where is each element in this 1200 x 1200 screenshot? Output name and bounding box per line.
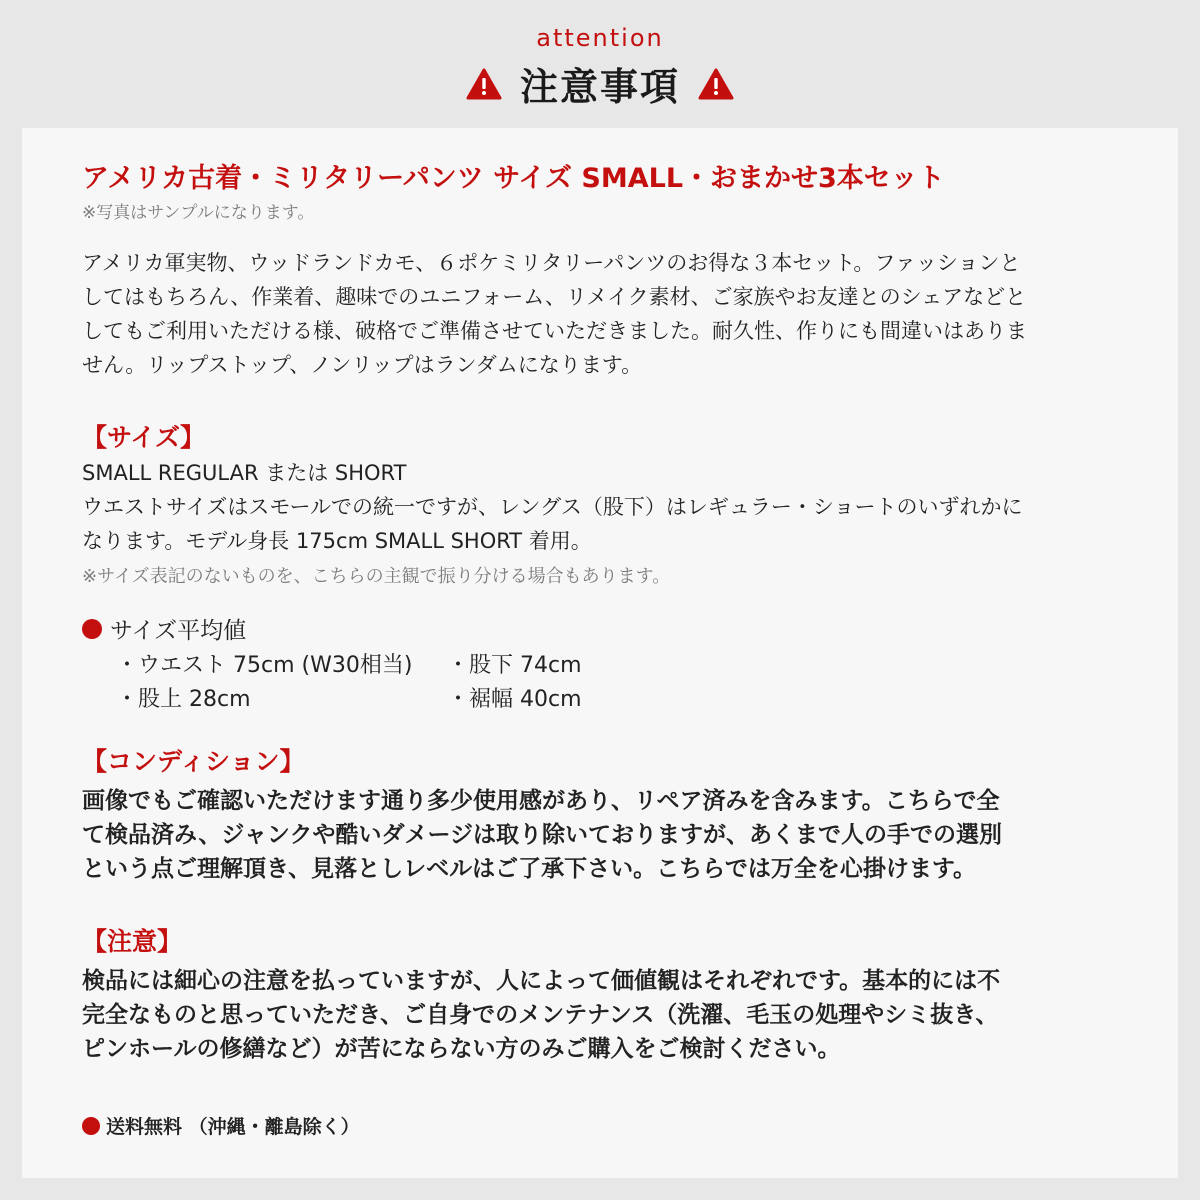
- condition-heading: 【コンディション】: [82, 747, 305, 776]
- product-description: [82, 246, 1027, 382]
- title-row: [0, 56, 1200, 111]
- condition-line: という点ご理解頂き、見落としレベルはご了承下さい。こちらでは万全を心掛けます。: [82, 856, 977, 882]
- size-heading: 【サイズ】: [82, 423, 206, 452]
- measurement-waist: ・ウエスト 75cm (W30相当): [116, 653, 413, 678]
- size-line: SMALL REGULAR または SHORT: [82, 461, 407, 485]
- caution-line: 検品には細心の注意を払っていますが、人によって価値観はそれぞれです。基本的には不: [82, 968, 1001, 994]
- size-average-label: サイズ平均値: [110, 618, 247, 644]
- size-note: ※サイズ表記のないものを、こちらの主観で振り分ける場合もあります。: [82, 566, 671, 587]
- size-line: ウエストサイズはスモールでの統一ですが、レングス（股下）はレギュラー・ショートのいずれかに: [82, 495, 1023, 519]
- product-title: アメリカ古着・ミリタリーパンツ サイズ SMALL・おまかせ3本セット: [82, 163, 945, 194]
- condition-text: [82, 784, 1002, 886]
- condition-line: 画像でもご確認いただけます通り多少使用感があり、リペア済みを含みます。こちらで全: [82, 788, 1000, 814]
- caution-line: 完全なものと思っていただき、ご自身でのメンテナンス（洗濯、毛玉の処理やシミ抜き、: [82, 1002, 999, 1028]
- bullet-dot-icon: [82, 1117, 100, 1135]
- measurement-inseam: ・股下 74cm: [447, 653, 582, 678]
- description-line: せん。リップストップ、ノンリップはランダムになります。: [82, 353, 643, 377]
- attention-label: attention: [536, 24, 664, 52]
- condition-line: て検品済み、ジャンクや酷いダメージは取り除いておりますが、あくまで人の手での選別: [82, 822, 1002, 848]
- caution-text: [82, 964, 1000, 1066]
- description-line: アメリカ軍実物、ウッドランドカモ、６ポケミリタリーパンツのお得な３本セット。ファッションと: [82, 251, 1021, 275]
- caution-heading: 【注意】: [82, 927, 183, 956]
- size-text: [82, 456, 1022, 558]
- shipping-note: [82, 1112, 360, 1139]
- warning-triangle-icon: [466, 68, 502, 100]
- notice-card: [22, 128, 1178, 1178]
- warning-triangle-icon: [698, 68, 734, 100]
- photo-note: ※写真はサンプルになります。: [82, 203, 315, 223]
- bullet-dot-icon: [82, 619, 102, 639]
- shipping-text: 送料無料 （沖縄・離島除く）: [106, 1116, 360, 1138]
- measurement-hem-width: ・裾幅 40cm: [447, 687, 582, 712]
- size-line: なります。モデル身長 175cm SMALL SHORT 着用。: [82, 529, 592, 553]
- header: [0, 0, 1200, 128]
- description-line: してもご利用いただける様、破格でご準備させていただきました。耐久性、作りにも間違いはありま: [82, 319, 1027, 343]
- size-average-heading: [82, 612, 246, 645]
- measurement-rise: ・股上 28cm: [116, 687, 251, 712]
- caution-line: ピンホールの修繕など）が苦にならない方のみご購入をご検討ください。: [82, 1036, 841, 1062]
- description-line: してはもちろん、作業着、趣味でのユニフォーム、リメイク素材、ご家族やお友達とのシェアなどと: [82, 285, 1027, 309]
- page-title: 注意事項: [519, 65, 680, 109]
